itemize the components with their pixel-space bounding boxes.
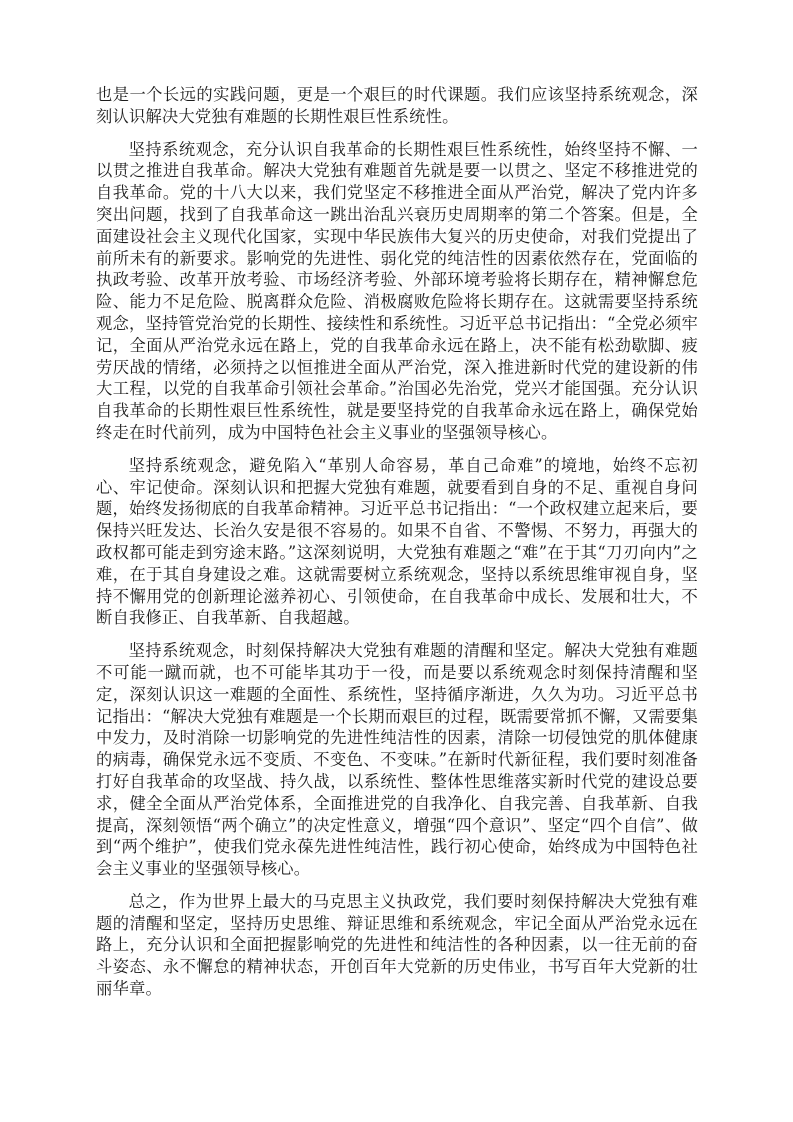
paragraph-uphold-system-concept-1: 坚持系统观念，充分认识自我革命的长期性艰巨性系统性，始终坚持不懈、一以贯之推进自我革命。解决大党独有难题首先就是要一以贯之、坚定不移推进党的自我革命。党的十八大以来，我们党坚定不移推进全面从严治党，解决了党内许多突出问题，找到了自我革命这一跳出治乱兴衰历史周期率的第二个答案。但是，全面建设社会主义现代化国家，实现中华民族伟大复兴的历史使命，对我们党提出了前所未有的新要求。影响党的先进性、弱化党的纯洁性的因素依然存在，党面临的执政考验、改革开放考验、市场经济考验、外部环境考验将长期存在，精神懈怠危险、能力不足危险、脱离群众危险、消极腐败危险将长期存在。这就需要坚持系统观念，坚持管党治党的长期性、接续性和系统性。习近平总书记指出：“全党必须牢记，全面从严治党永远在路上，党的自我革命永远在路上，决不能有松劲歇脚、疲劳厌战的情绪，必须持之以恒推进全面从严治党，深入推进新时代党的建设新的伟大工程，以党的自我革命引领社会革命。”治国必先治党，党兴才能国强。充分认识自我革命的长期性艰巨性系统性，就是要坚持党的自我革命永远在路上，确保党始终走在时代前列，成为中国特色社会主义事业的坚强领导核心。	[96, 139, 698, 442]
paragraph-uphold-system-concept-3: 坚持系统观念，时刻保持解决大党独有难题的清醒和坚定。解决大党独有难题不可能一蹴而就，也不可能毕其功于一役，而是要以系统观念时刻保持清醒和坚定，深刻认识这一难题的全面性、系统性，坚持循序渐进，久久为功。习近平总书记指出：“解决大党独有难题是一个长期而艰巨的过程，既需要常抓不懈，又需要集中发力，及时消除一切影响党的先进性纯洁性的因素，清除一切侵蚀党的肌体健康的病毒，确保党永远不变质、不变色、不变味。”在新时代新征程，我们要时刻准备打好自我革命的攻坚战、持久战，以系统性、整体性思维落实新时代党的建设总要求，健全全面从严治党体系，全面推进党的自我净化、自我完善、自我革新、自我提高，深刻领悟“两个确立”的决定性意义，增强“四个意识”、坚定“四个自信”、做到“两个维护”，使我们党永葆先进性纯洁性，践行初心使命，始终成为中国特色社会主义事业的坚强领导核心。	[96, 641, 698, 879]
paragraph-conclusion: 总之，作为世界上最大的马克思主义执政党，我们要时刻保持解决大党独有难题的清醒和坚定，坚持历史思维、辩证思维和系统观念，牢记全面从严治党永远在路上，充分认识和全面把握影响党的先进性和纯洁性的各种因素，以一往无前的奋斗姿态、永不懈怠的精神状态，开创百年大党新的历史伟业，书写百年大党新的壮丽华章。	[96, 891, 698, 999]
document-body	[96, 84, 698, 1011]
paragraph-uphold-system-concept-2: 坚持系统观念，避免陷入“革别人命容易，革自己命难”的境地，始终不忘初心、牢记使命。深刻认识和把握大党独有难题，就要看到自身的不足、重视自身问题，始终发扬彻底的自我革命精神。习近平总书记指出：“一个政权建立起来后，要保持兴旺发达、长治久安是很不容易的。如果不自省、不警惕、不努力，再强大的政权都可能走到穷途末路。”这深刻说明，大党独有难题之“难”在于其“刀刃向内”之难，在于其自身建设之难。这就需要树立系统观念，坚持以系统思维审视自身，坚持不懈用党的创新理论滋养初心、引领使命，在自我革命中成长、发展和壮大，不断自我修正、自我革新、自我超越。	[96, 455, 698, 628]
paragraph-continuation: 也是一个长远的实践问题，更是一个艰巨的时代课题。我们应该坚持系统观念，深刻认识解决大党独有难题的长期性艰巨性系统性。	[96, 85, 698, 126]
